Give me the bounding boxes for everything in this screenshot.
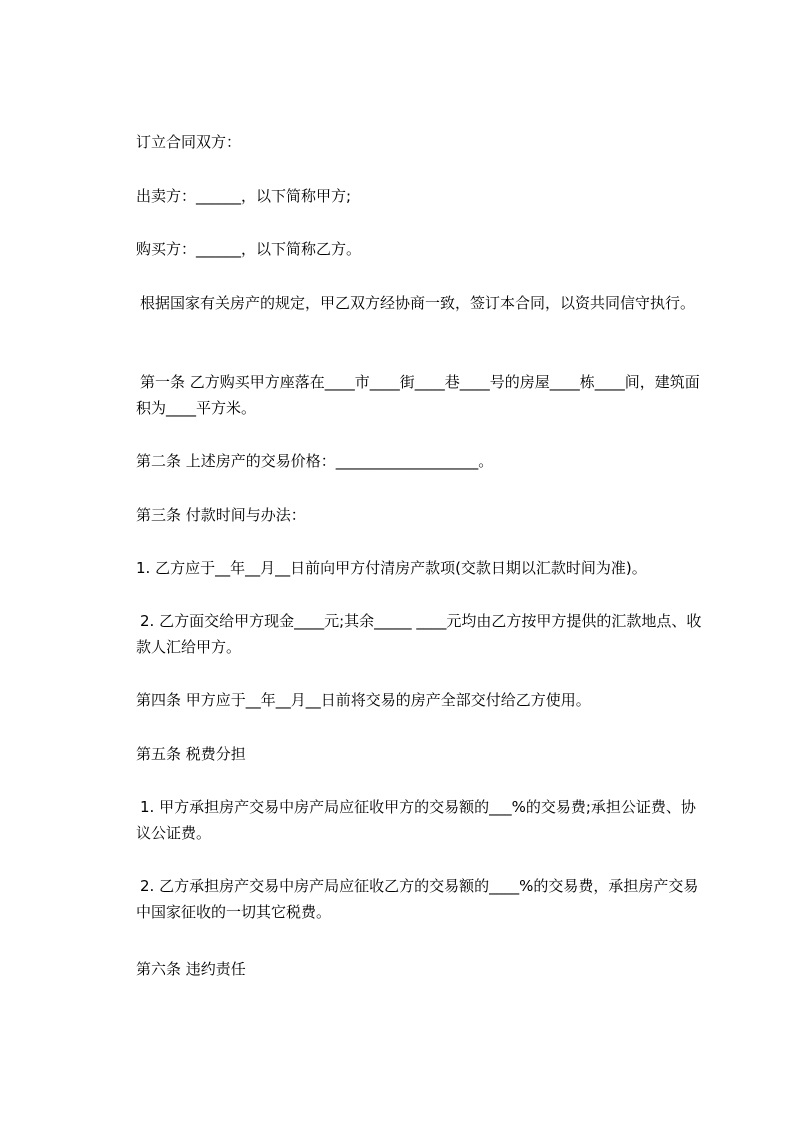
article-2: 第二条 上述房产的交易价格：___________________。 — [136, 452, 494, 470]
buyer-line: 购买方：______，以下简称乙方。 — [136, 240, 362, 258]
preamble-paragraph: 根据国家有关房产的规定，甲乙双方经协商一致，签订本合同，以资共同信守执行。 — [140, 294, 696, 312]
parties-heading: 订立合同双方： — [136, 133, 242, 151]
article-3-item-2: 2. 乙方面交给甲方现金____元;其余_____ ____元均由乙方按甲方提供的汇款地点、收款人汇给甲方。 — [136, 612, 702, 656]
article-3-item-1: 1. 乙方应于__年__月__日前向甲方付清房产款项(交款日期以汇款时间为准)。 — [136, 559, 647, 577]
article-5-item-1: 1. 甲方承担房产交易中房产局应征收甲方的交易额的___%的交易费;承担公证费、协议公证费。 — [136, 798, 696, 842]
article-6-heading: 第六条 违约责任 — [136, 960, 246, 978]
article-1: 第一条 乙方购买甲方座落在____市____街____巷____号的房屋____栋____间，建筑面积为____平方米。 — [136, 373, 700, 417]
article-3-heading: 第三条 付款时间与办法： — [136, 506, 306, 524]
article-5-item-2: 2. 乙方承担房产交易中房产局应征收乙方的交易额的____%的交易费，承担房产交易中国家征收的一切其它税费。 — [136, 877, 699, 921]
article-4: 第四条 甲方应于__年__月__日前将交易的房产全部交付给乙方使用。 — [136, 691, 591, 709]
seller-line: 出卖方：______，以下简称甲方; — [136, 187, 352, 205]
article-5-heading: 第五条 税费分担 — [136, 745, 246, 763]
